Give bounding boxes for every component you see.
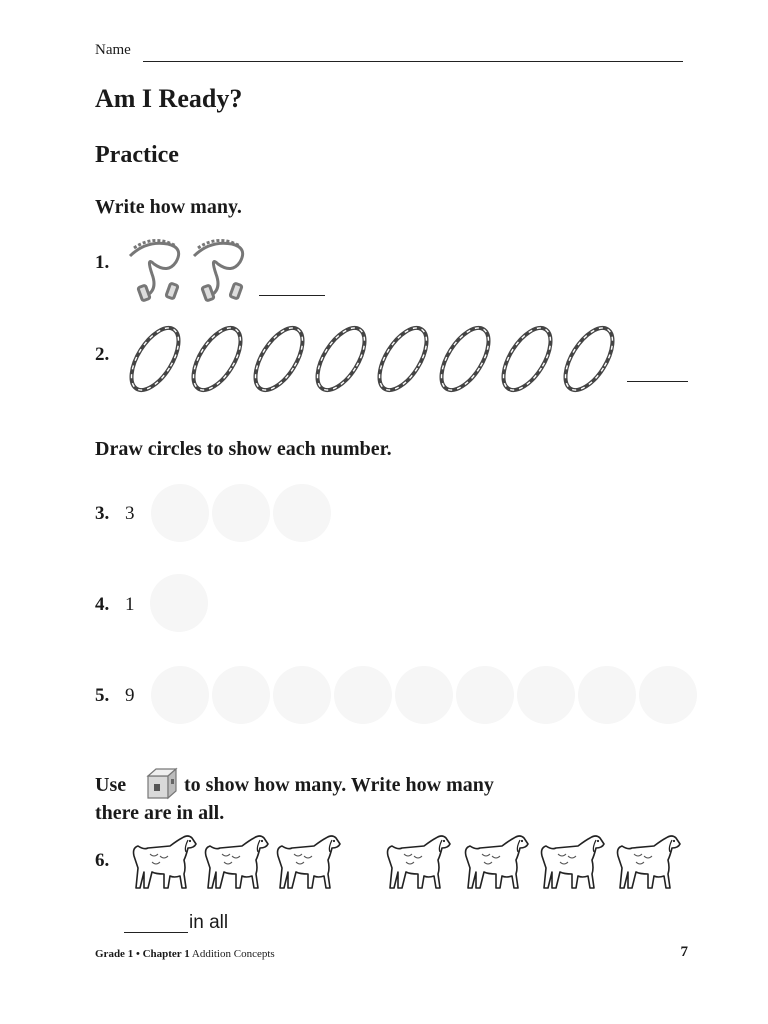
page-title: Am I Ready? bbox=[95, 84, 243, 113]
problem-5-circle-area[interactable] bbox=[273, 666, 331, 724]
problem-3-circle-area[interactable] bbox=[151, 484, 209, 542]
instruction-use-line2: there are in all. bbox=[95, 802, 225, 824]
dog-icon bbox=[388, 836, 451, 888]
jump-rope-icon bbox=[194, 240, 243, 300]
problem-2-picture bbox=[122, 324, 622, 394]
problem-5-circle-area[interactable] bbox=[456, 666, 514, 724]
page-number: 7 bbox=[680, 944, 688, 960]
jump-rope-icon bbox=[130, 240, 179, 300]
problem-5-circle-area[interactable] bbox=[334, 666, 392, 724]
problem-4-circle-area[interactable] bbox=[150, 574, 208, 632]
problem-1-label: 1. bbox=[95, 252, 110, 273]
footer-grade: Grade 1 bbox=[95, 948, 134, 960]
problem-2-answer-line[interactable] bbox=[627, 381, 688, 382]
problem-3-circle-area[interactable] bbox=[212, 484, 270, 542]
instruction-use-prefix: Use bbox=[95, 774, 127, 796]
name-answer-line[interactable] bbox=[143, 61, 683, 62]
dog-icon bbox=[542, 836, 605, 888]
instruction-write-how-many: Write how many. bbox=[95, 196, 242, 218]
problem-5-circle-area[interactable] bbox=[639, 666, 697, 724]
dog-icon bbox=[134, 836, 197, 888]
name-label: Name bbox=[95, 42, 131, 58]
problem-5-circle-area[interactable] bbox=[395, 666, 453, 724]
problem-1-picture bbox=[124, 234, 250, 302]
problem-5-circle-area[interactable] bbox=[151, 666, 209, 724]
footer-separator: • bbox=[133, 948, 143, 960]
footer-subject: Addition Concepts bbox=[189, 948, 275, 960]
problem-6-in-all: in all bbox=[189, 912, 229, 933]
problem-4-label: 4. bbox=[95, 594, 110, 615]
problem-2-label: 2. bbox=[95, 344, 110, 365]
footer-credit bbox=[95, 948, 275, 960]
footer-chapter: Chapter 1 bbox=[142, 948, 190, 960]
dog-icon bbox=[278, 836, 341, 888]
connecting-cube-icon bbox=[144, 766, 180, 802]
problem-3-circle-area[interactable] bbox=[273, 484, 331, 542]
section-heading: Practice bbox=[95, 142, 179, 168]
problem-5-circle-area[interactable] bbox=[578, 666, 636, 724]
problem-6-label: 6. bbox=[95, 850, 110, 871]
problem-1-answer-line[interactable] bbox=[259, 295, 325, 296]
instruction-draw-circles: Draw circles to show each number. bbox=[95, 438, 392, 460]
problem-3-number: 3 bbox=[125, 503, 135, 524]
dog-icon bbox=[206, 836, 269, 888]
dog-icon bbox=[466, 836, 529, 888]
problem-5-number: 9 bbox=[125, 685, 135, 706]
problem-5-circle-area[interactable] bbox=[212, 666, 270, 724]
problem-5-label: 5. bbox=[95, 685, 110, 706]
problem-3-label: 3. bbox=[95, 503, 110, 524]
problem-6-picture bbox=[122, 832, 692, 894]
dog-icon bbox=[618, 836, 681, 888]
problem-4-number: 1 bbox=[125, 594, 135, 615]
problem-5-circle-area[interactable] bbox=[517, 666, 575, 724]
instruction-use-line1: to show how many. Write how many bbox=[184, 774, 494, 796]
problem-6-answer-line[interactable] bbox=[124, 932, 188, 933]
